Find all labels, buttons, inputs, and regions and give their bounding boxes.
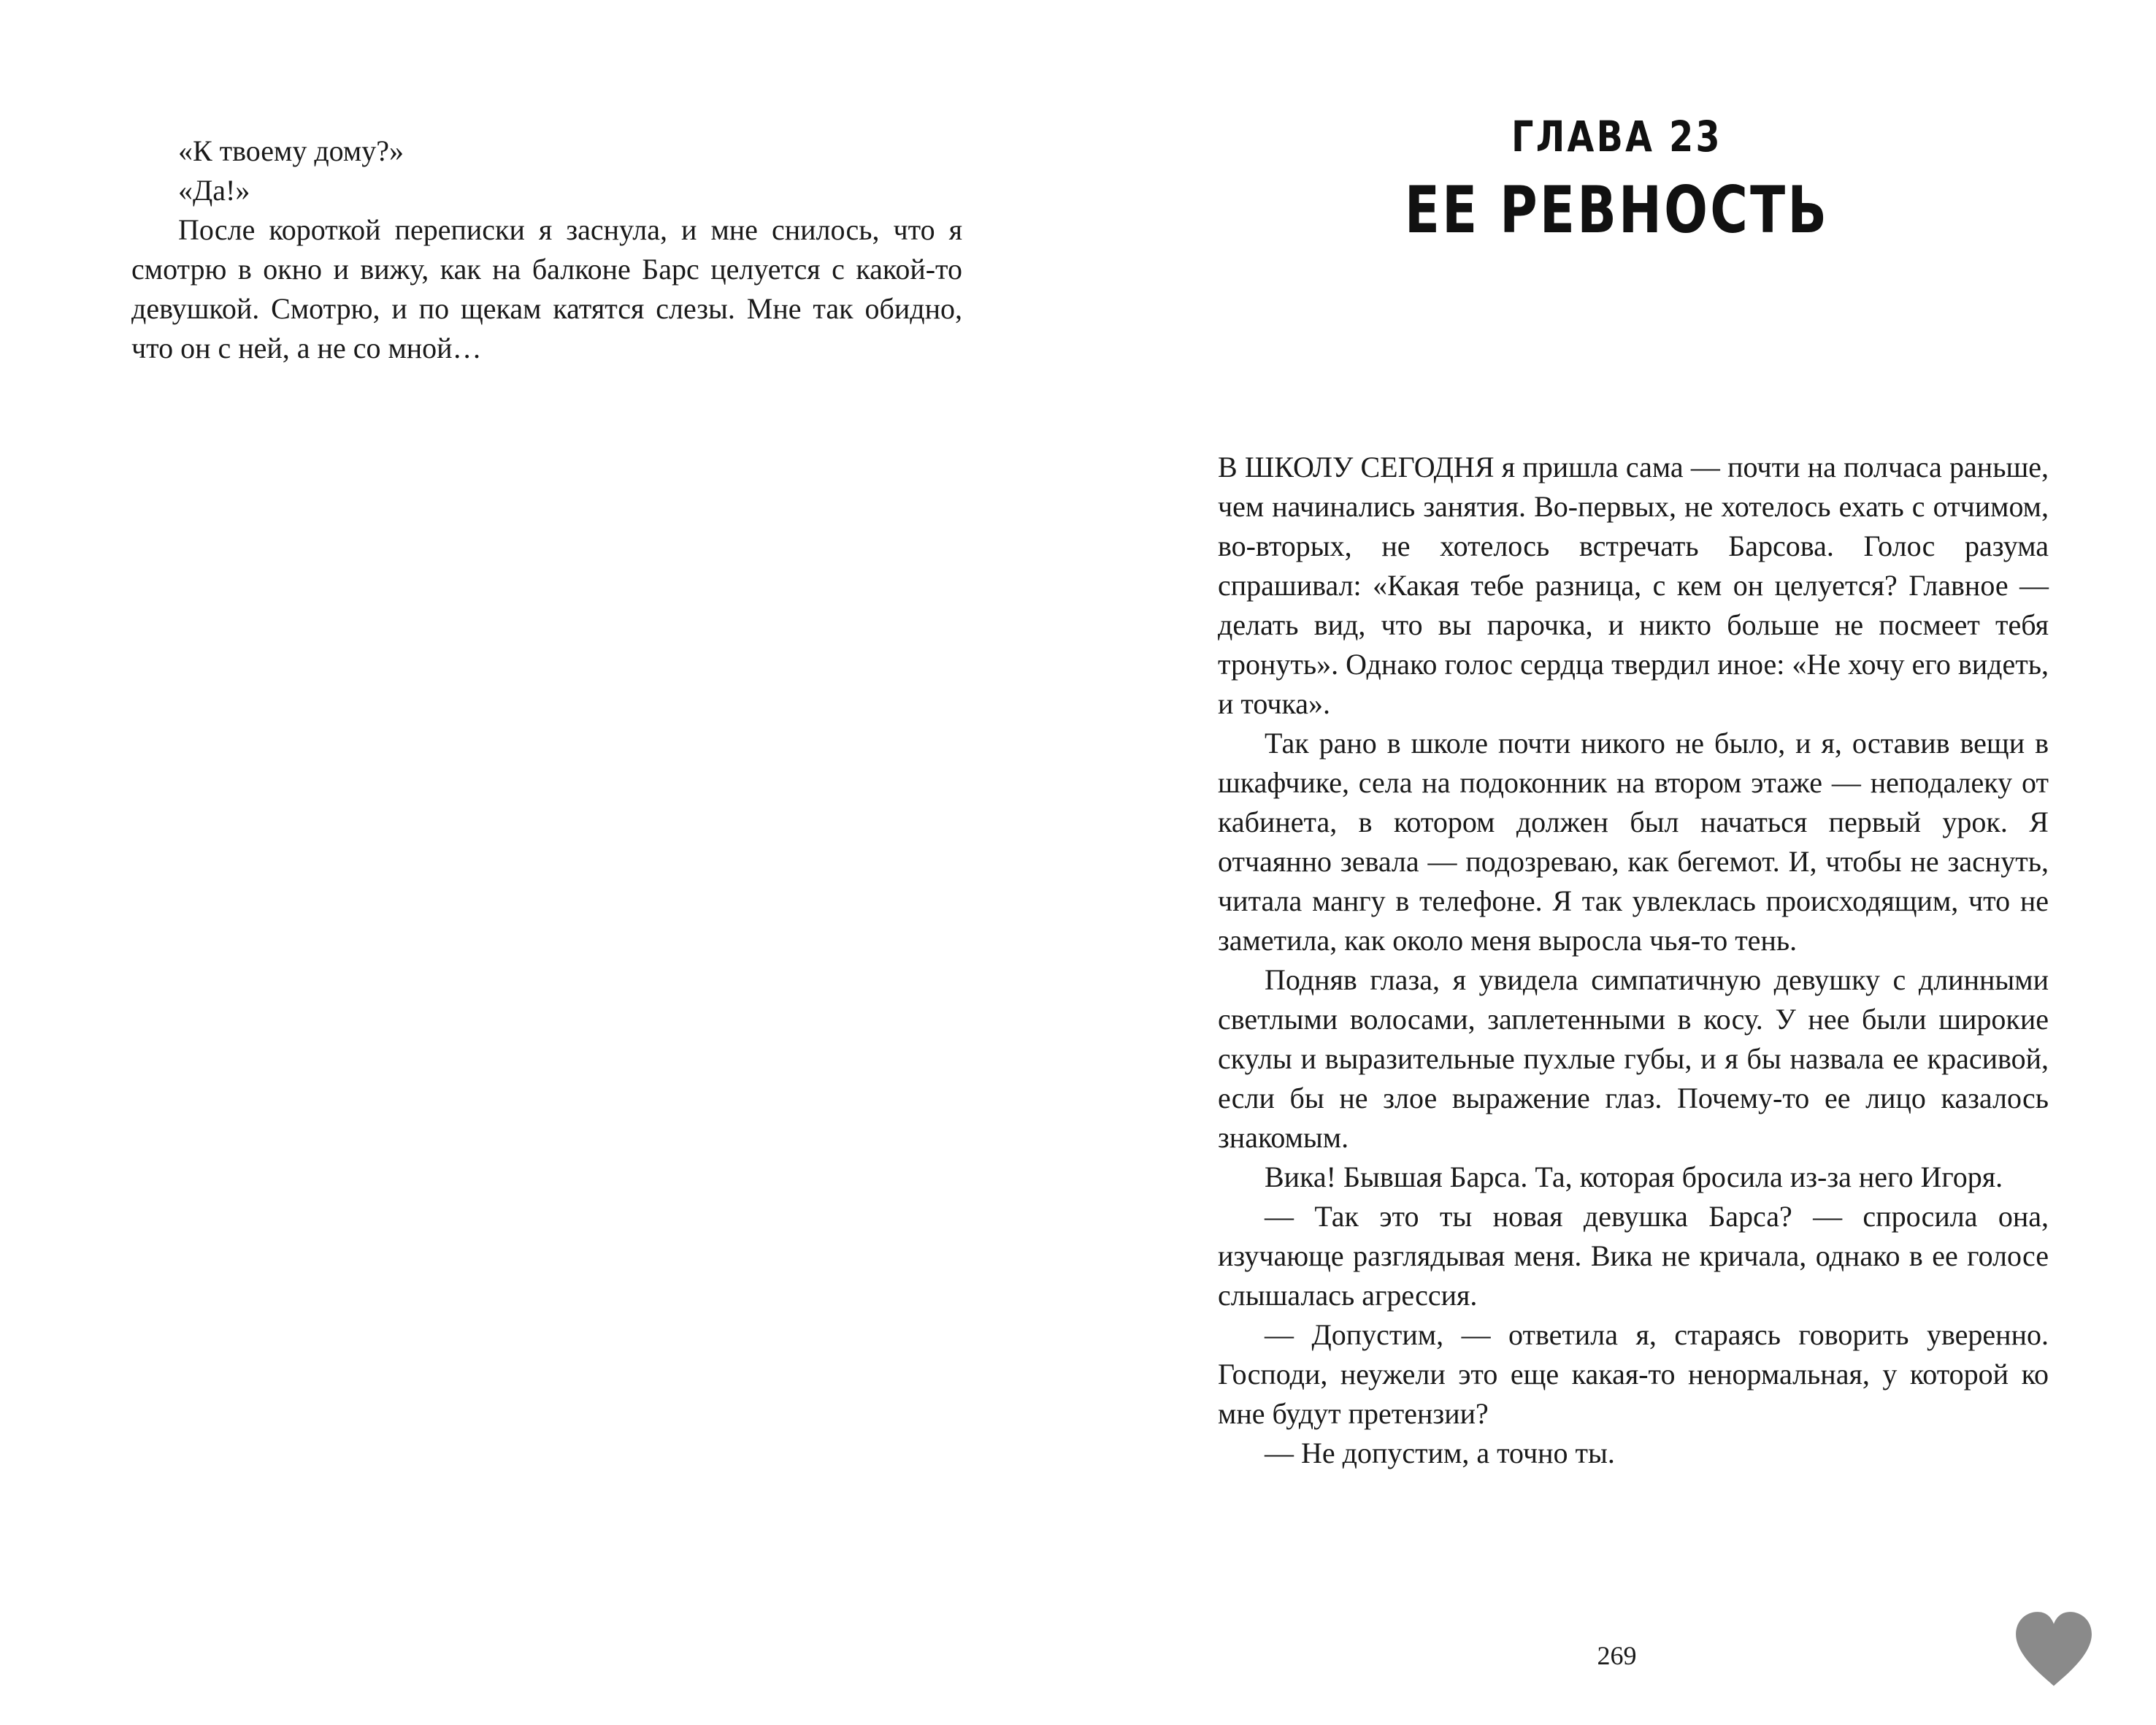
paragraph: — Не допустим, а точно ты.	[1265, 1437, 1615, 1469]
paragraph: — Допустим, — ответила я, стараясь говорить уверенно. Господи, неужели это еще какая-то ненормальная, у которой ко мне будут претензии?	[1218, 1318, 2049, 1430]
right-page	[1078, 0, 2156, 1725]
page-number: 269	[1597, 1641, 1637, 1670]
left-page-text	[131, 131, 962, 368]
chapter-heading	[1078, 110, 2156, 248]
paragraph: Так рано в школе почти никого не было, и я, оставив вещи в шкафчике, села на подоконник на втором этаже — неподалеку от кабинета, в котором должен был начаться первый урок. Я отчаянно зевала — подозреваю, как бегемот. И, чтобы не заснуть, читала мангу в телефоне. Я так увлеклась происходящим, что не заметила, как около меня выросла чья-то тень.	[1218, 727, 2049, 957]
paragraph: «Да!»	[178, 174, 250, 207]
paragraph: «К твоему дому?»	[178, 134, 404, 167]
chapter-number: ГЛАВА 23	[1511, 112, 1722, 161]
paragraph: Подняв глаза, я увидела симпатичную девушку с длинными светлыми волосами, заплетенными в косу. У нее были широкие скулы и выразительные пухлые губы, и я бы назвала ее красивой, если бы не злое выражение глаз. Почему-то ее лицо казалось знакомым.	[1218, 963, 2049, 1154]
paragraph: В ШКОЛУ СЕГОДНЯ я пришла сама — почти на полчаса раньше, чем начинались занятия. Во-первых, не хотелось ехать с отчимом, во-вторых, не хотелось встречать Барсова. Голос разума спрашивал: «Какая тебе разница, с кем он целуется? Главное — делать вид, что вы парочка, и никто больше не посмеет тебя тронуть». Однако голос сердца твердил иное: «Не хочу его видеть, и точка».	[1218, 451, 2049, 720]
paragraph: Вика! Бывшая Барса. Та, которая бросила из-за него Игоря.	[1265, 1160, 2003, 1193]
right-page-text	[1218, 448, 2049, 1473]
chapter-title: ЕЕ РЕВНОСТЬ	[1404, 172, 1830, 248]
paragraph: После короткой переписки я заснула, и мне снилось, что я смотрю в окно и вижу, как на балконе Барс целуется с какой-то девушкой. Смотрю, и по щекам катятся слезы. Мне так обидно, что он с ней, а не со мной…	[131, 213, 962, 364]
heart-icon	[2011, 1607, 2097, 1693]
paragraph: — Так это ты новая девушка Барса? — спросила она, изучающе разглядывая меня. Вика не кричала, однако в ее голосе слышалась агрессия.	[1218, 1200, 2049, 1312]
